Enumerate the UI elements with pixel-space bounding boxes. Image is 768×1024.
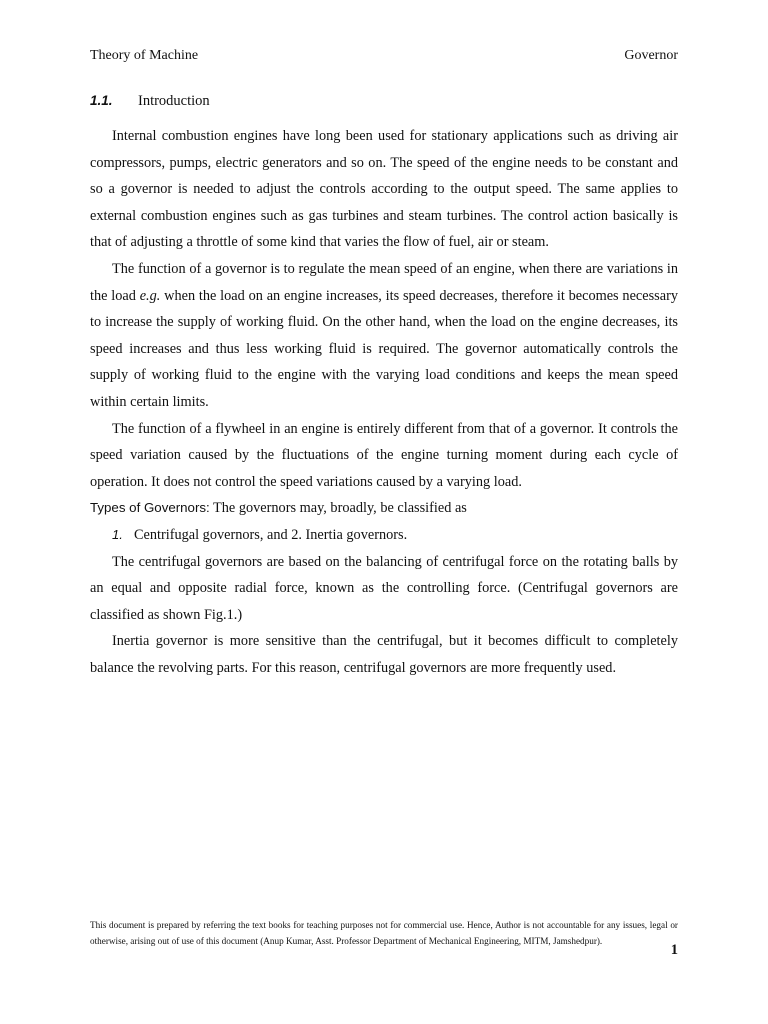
section-number: 1.1. (90, 93, 113, 108)
paragraph-inertia: Inertia governor is more sensitive than the centrifugal, but it becomes difficult to completely balance the revolving parts. For this reason, centrifugal governors are more frequently used. (90, 633, 678, 676)
paragraph-governor-function-part-2: when the load on an engine increases, its speed decreases, therefore it becomes necessary to increase the supply of working fluid. On the other hand, when the load on the engine decreases, its speed increases and thus less working fluid is required. The governor automatically controls the supply of working fluid to the engine with the varying load conditions and keeps the mean speed within certain limits. (90, 287, 678, 410)
page-number: 1 (670, 942, 678, 958)
paragraph-flywheel: The function of a flywheel in an engine is entirely different from that of a governor. It controls the speed variation caused by the fluctuations of the engine turning moment during each cycle of operation. It does not control the speed variations caused by a varying load. (90, 420, 678, 490)
section-heading (90, 93, 210, 110)
header-document-title: Theory of Machine (90, 48, 199, 63)
paragraph-governor-function-part-1: The function of a governor is to regulate the mean speed of an engine, when there are variations in the load (90, 260, 678, 304)
paragraph-governor-function-emphasis: e.g. (139, 287, 161, 304)
paragraph-intro: Internal combustion engines have long been used for stationary applications such as driving air compressors, pumps, electric generators and so on. The speed of the engine needs to be constant and so a governor is needed to adjust the controls according to the output speed. The same applies to external combustion engines such as gas turbines and steam turbines. The control action basically is that of adjusting a throttle of some kind that varies the flow of fuel, air or steam. (90, 128, 678, 251)
list-item-text: Centrifugal governors, and 2. Inertia governors. (134, 526, 408, 543)
page-header (90, 48, 678, 68)
paragraph-centrifugal: The centrifugal governors are based on the balancing of centrifugal force on the rotating balls by an equal and opposite radial force, known as the controlling force. (Centrifugal governors are classified as shown Fig.1.) (90, 553, 678, 623)
document-body (90, 123, 678, 681)
list-item-number: 1. (112, 526, 123, 542)
types-of-governors-line (90, 495, 678, 522)
types-of-governors-label: Types of Governors: (90, 500, 210, 516)
paragraph-governor-function (90, 256, 678, 416)
footer-disclaimer: This document is prepared by referring the text books for teaching purposes not for commercial use. Hence, Author is not accountable for any issues, legal or otherwise, arising out of use of this document (Anup Kumar, Asst. Professor Department of Mechanical Engineering, MITM, Jamshedpur). (90, 920, 678, 946)
types-of-governors-text: The governors may, broadly, be classified as (209, 500, 467, 517)
list-item (90, 522, 678, 549)
section-title: Introduction (138, 93, 210, 109)
header-chapter-title: Governor (624, 48, 678, 63)
